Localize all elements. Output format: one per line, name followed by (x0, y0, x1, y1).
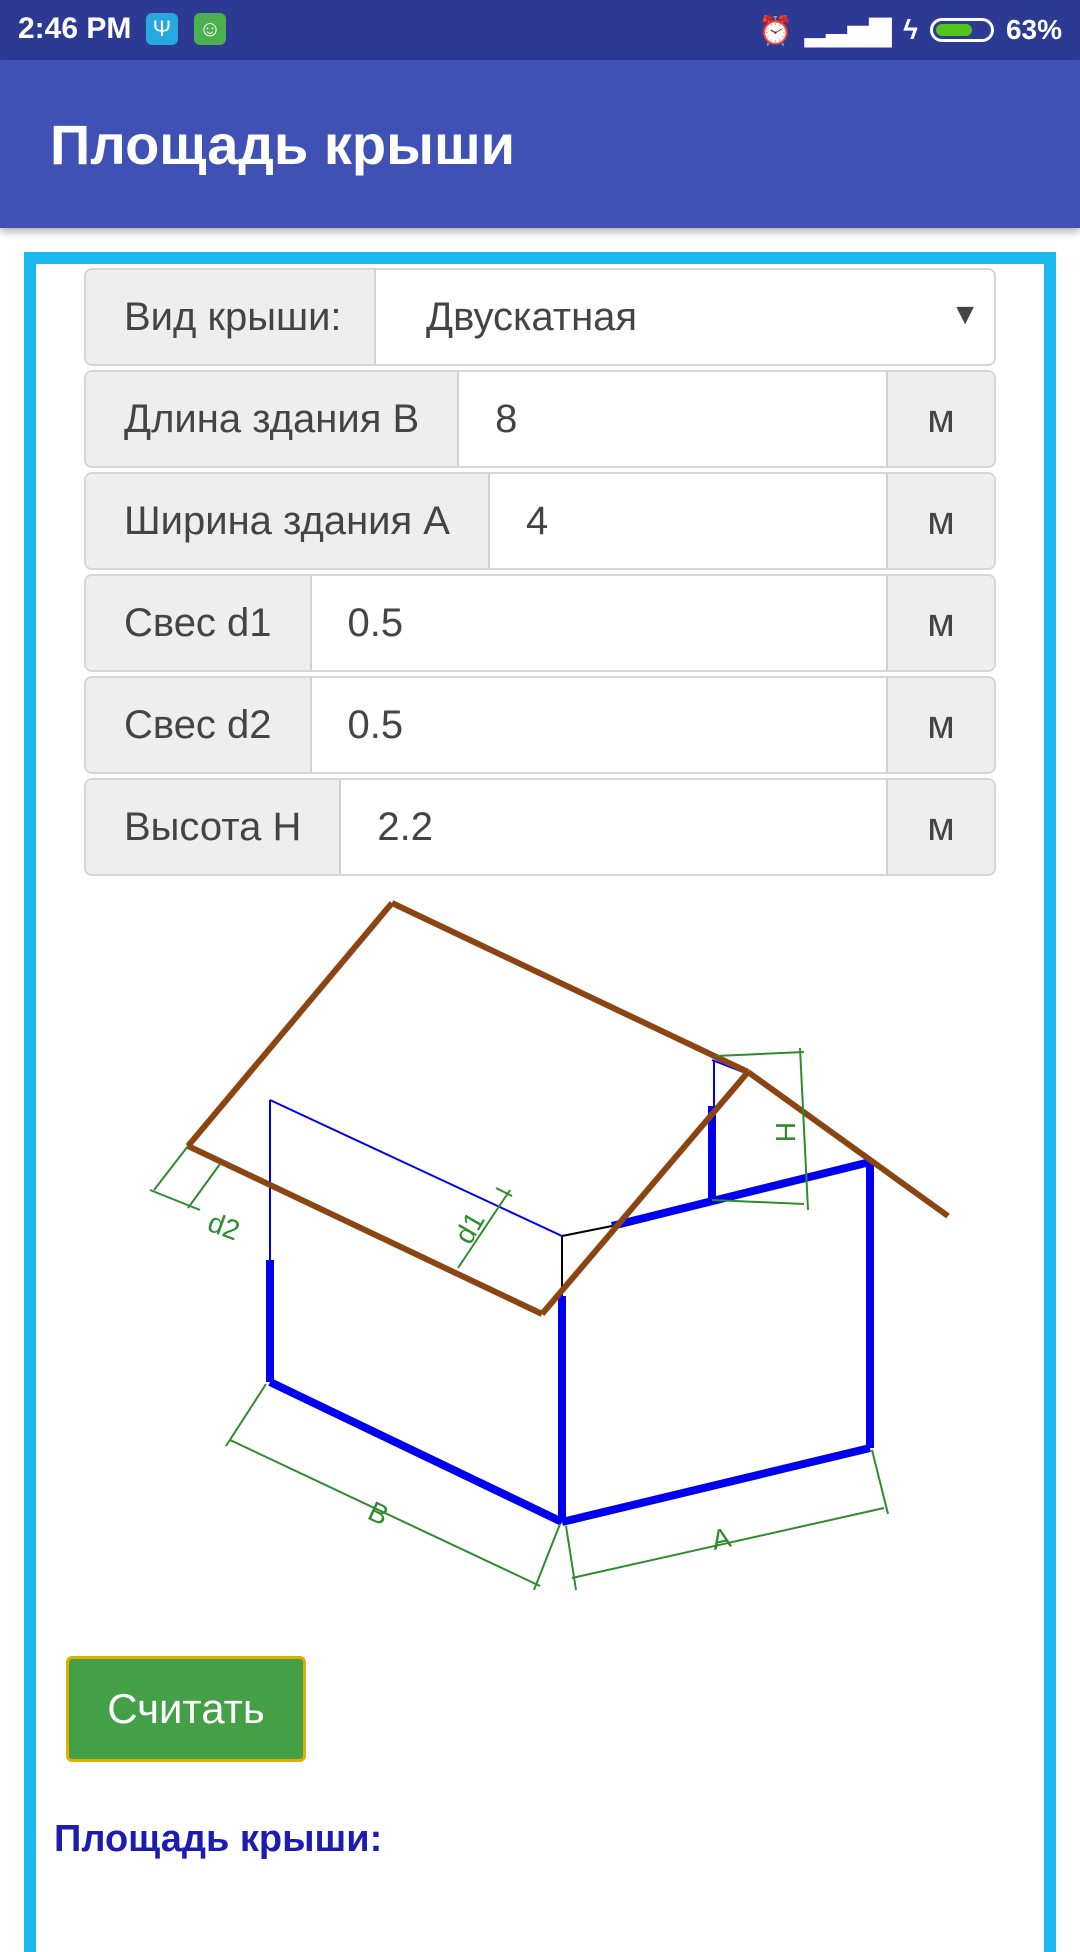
label-a: A (708, 1521, 734, 1556)
length-b-input[interactable]: 8 (459, 372, 886, 466)
width-a-label: Ширина здания A (86, 474, 490, 568)
length-b-label: Длина здания B (86, 372, 459, 466)
signal-icon: ▂▃▅▇ (804, 14, 892, 46)
length-b-unit: м (886, 372, 994, 466)
height-h-unit: м (886, 780, 994, 874)
status-time: 2:46 PM (18, 12, 132, 45)
overhang-d1-label: Свес d1 (86, 576, 312, 670)
length-b-row (84, 370, 996, 468)
overhang-d2-input[interactable]: 0.5 (312, 678, 886, 772)
roof-type-row (84, 268, 996, 366)
overhang-d2-row (84, 676, 996, 774)
roof-outline (188, 903, 948, 1314)
roof-diagram (140, 880, 960, 1600)
app-bar (0, 60, 1080, 228)
height-h-input[interactable]: 2.2 (341, 780, 886, 874)
overhang-d1-input[interactable]: 0.5 (312, 576, 886, 670)
alarm-icon: ⏰ (758, 14, 793, 46)
usb-icon: Ψ (146, 13, 178, 45)
label-h: H (770, 1122, 801, 1143)
app-title: Площадь крыши (50, 113, 516, 176)
roof-type-value: Двускатная (426, 294, 638, 339)
status-bar (0, 0, 1080, 60)
charging-icon: ϟ (903, 14, 918, 45)
overhang-d2-label: Свес d2 (86, 678, 312, 772)
label-d1: d1 (448, 1206, 491, 1249)
battery-icon (930, 18, 994, 42)
roof-type-label: Вид крыши: (86, 270, 376, 364)
roof-form (84, 268, 996, 880)
status-right (758, 10, 1062, 50)
android-debug-icon: ☺ (194, 13, 226, 45)
result-label: Площадь крыши: (54, 1818, 383, 1860)
overhang-d2-unit: м (886, 678, 994, 772)
overhang-d1-unit: м (886, 576, 994, 670)
dropdown-arrow-icon: ▼ (950, 298, 980, 331)
height-h-row (84, 778, 996, 876)
width-a-input[interactable]: 4 (490, 474, 886, 568)
battery-percent: 63% (1005, 14, 1062, 45)
calculate-button[interactable]: Считать (66, 1656, 306, 1762)
roof-type-select[interactable] (376, 270, 994, 364)
label-b: B (363, 1495, 394, 1532)
width-a-unit: м (886, 474, 994, 568)
height-h-label: Высота H (86, 780, 341, 874)
overhang-d1-row (84, 574, 996, 672)
label-d2: d2 (203, 1206, 244, 1247)
width-a-row (84, 472, 996, 570)
